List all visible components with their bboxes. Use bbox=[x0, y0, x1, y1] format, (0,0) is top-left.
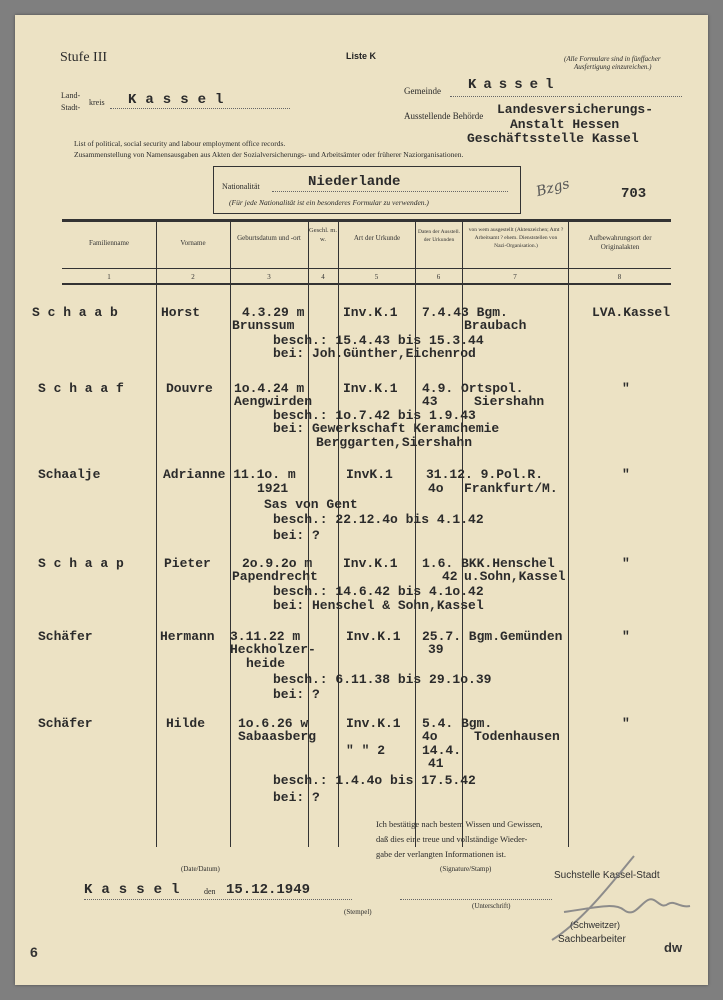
record-3-text: 1921 bbox=[257, 481, 289, 496]
column-number-1: 1 bbox=[107, 273, 111, 281]
record-5-text: 39 bbox=[428, 642, 444, 657]
nationality-note: (Für jede Nationalität ist ein besonderes Formular zu verwenden.) bbox=[229, 198, 429, 207]
column-divider-2 bbox=[230, 222, 231, 847]
certification-line-2: daß dies eine treue und vollständige Wieder- bbox=[376, 834, 528, 844]
column-number-6: 6 bbox=[436, 273, 441, 281]
column-header-vorname: Vorname bbox=[180, 239, 206, 247]
record-5-text: 3.11.22 m bbox=[230, 629, 301, 644]
table-header-rule bbox=[62, 268, 671, 269]
nationality-dotted-line bbox=[272, 191, 508, 192]
record-1-text: Inv.K.1 bbox=[343, 305, 398, 320]
record-6-text: Inv.K.1 bbox=[346, 716, 401, 731]
record-2-text: bei: Gewerkschaft Keramchemie bbox=[273, 421, 500, 436]
stadt-label: Stadt- bbox=[61, 103, 81, 112]
record-2-text: Inv.K.1 bbox=[343, 381, 398, 396]
record-1-text: 7.4.43 Bgm. bbox=[422, 305, 508, 320]
record-6-text: " " 2 bbox=[346, 743, 386, 758]
record-2-text: 43 bbox=[422, 394, 438, 409]
table-number-rule bbox=[62, 283, 671, 285]
description-english: List of political, social security and labour employment office records. bbox=[74, 139, 286, 148]
column-header-daten: Daten der Ausstell. der Urkunden bbox=[417, 229, 460, 243]
record-4-text: " bbox=[622, 556, 630, 571]
record-5-text: bei: ? bbox=[273, 687, 320, 702]
record-4-text: 2o.9.2o m bbox=[242, 556, 313, 571]
record-4-text: Inv.K.1 bbox=[343, 556, 398, 571]
column-header-art-der-urkunde: Art der Urkunde bbox=[353, 234, 401, 242]
record-1-text: Brunssum bbox=[232, 318, 295, 333]
table-top-rule bbox=[62, 219, 671, 222]
nationality-label: Nationalität bbox=[222, 182, 260, 191]
record-6-text: 5.4. Bgm. bbox=[422, 716, 493, 731]
record-1-text: S c h a a b bbox=[32, 305, 118, 320]
column-number-5: 5 bbox=[374, 273, 379, 281]
officer-name: (Schweitzer) bbox=[570, 920, 621, 930]
column-divider-4 bbox=[338, 222, 339, 847]
record-4-text: Pieter bbox=[164, 556, 211, 571]
officer-initials: dw bbox=[664, 940, 683, 955]
gemeinde-value: Kassel bbox=[468, 77, 561, 93]
record-1-text: bei: Joh.Günther,Eichenrod bbox=[273, 346, 476, 361]
record-5-text: Heckholzer- bbox=[230, 642, 316, 657]
record-6-text: 41 bbox=[428, 756, 444, 771]
record-4-text: S c h a a p bbox=[38, 556, 124, 571]
column-number-4: 4 bbox=[321, 273, 325, 281]
footer-date-dotted-line bbox=[84, 899, 352, 900]
record-6-text: 4o bbox=[422, 729, 438, 744]
record-6-text: Schäfer bbox=[38, 716, 93, 731]
officer-role: Sachbearbeiter bbox=[558, 934, 626, 945]
record-3-text: besch.: 22.12.4o bis 4.1.42 bbox=[273, 512, 484, 527]
record-6-text: Hilde bbox=[166, 716, 206, 731]
column-divider-5 bbox=[415, 222, 416, 847]
record-5-text: " bbox=[622, 629, 630, 644]
record-2-text: S c h a a f bbox=[38, 381, 124, 396]
kreis-dotted-line bbox=[110, 108, 290, 109]
record-3-text: Adrianne 11.1o. m bbox=[163, 467, 296, 482]
record-2-text: 1o.4.24 m bbox=[234, 381, 305, 396]
record-6-text: 14.4. bbox=[422, 743, 462, 758]
record-6-text: besch.: 1.4.4o bis 17.5.42 bbox=[273, 773, 476, 788]
record-4-text: Papendrecht bbox=[232, 569, 318, 584]
record-2-text: Douvre bbox=[166, 381, 213, 396]
signature-label: (Signature/Stamp) bbox=[440, 865, 492, 873]
column-number-3: 3 bbox=[267, 273, 271, 281]
record-6-text: " bbox=[622, 716, 630, 731]
record-1-text: LVA.Kassel bbox=[592, 305, 671, 320]
footer-signature-dotted-line bbox=[400, 899, 552, 900]
page-number: 6 bbox=[30, 944, 38, 960]
behoerde-line-3: Geschäftsstelle Kassel bbox=[467, 131, 639, 146]
footer-place: Kassel bbox=[84, 882, 189, 898]
record-3-text: Schaalje bbox=[38, 467, 101, 482]
record-3-text: 4o bbox=[428, 481, 444, 496]
record-2-text: Aengwirden bbox=[234, 394, 313, 409]
record-3-text: Sas von Gent bbox=[264, 497, 358, 512]
record-1-text: besch.: 15.4.43 bis 15.3.44 bbox=[273, 333, 484, 348]
record-1-text: Horst bbox=[161, 305, 201, 320]
record-4-text: 42 bbox=[442, 569, 458, 584]
record-4-text: u.Sohn,Kassel bbox=[464, 569, 566, 584]
column-header-familienname: Familienname bbox=[88, 239, 130, 247]
column-divider-7 bbox=[568, 222, 569, 847]
certification-line-3: gabe der verlangten Informationen ist. bbox=[376, 849, 507, 859]
column-header-aufbewahrungsort: Aufbewahrungsort der Originalakten bbox=[588, 234, 652, 251]
copy-note-1: (Alle Formulare sind in fünffacher bbox=[564, 55, 661, 63]
record-3-text: Frankfurt/M. bbox=[464, 481, 558, 496]
copy-note-2: Ausfertigung einzureichen.) bbox=[574, 63, 652, 71]
column-number-7: 7 bbox=[513, 273, 517, 281]
unterschrift-label: (Unterschrift) bbox=[472, 902, 511, 910]
record-6-text: Sabaasberg bbox=[238, 729, 317, 744]
record-3-text: " bbox=[622, 467, 630, 482]
column-number-8: 8 bbox=[617, 273, 622, 281]
record-2-text: Berggarten,Siershahn bbox=[316, 435, 473, 450]
record-3-text: bei: ? bbox=[273, 528, 320, 543]
record-5-text: Inv.K.1 bbox=[346, 629, 401, 644]
record-4-text: 1.6. BKK.Henschel bbox=[422, 556, 555, 571]
liste-label: Liste K bbox=[346, 51, 377, 61]
kreis-label: kreis bbox=[89, 98, 105, 107]
record-6-text: 1o.6.26 w bbox=[238, 716, 309, 731]
certification-line-1: Ich bestätige nach bestem Wissen und Gewissen, bbox=[376, 819, 543, 829]
gemeinde-dotted-line bbox=[450, 96, 682, 97]
column-divider-1 bbox=[156, 222, 157, 847]
stufe-label: Stufe III bbox=[60, 50, 108, 65]
behoerde-label: Ausstellende Behörde bbox=[404, 111, 484, 121]
record-6-text: bei: ? bbox=[273, 790, 320, 805]
office-stamp: Suchstelle Kassel-Stadt bbox=[554, 870, 660, 881]
column-header-ausgestellt: von wem ausgestellt (Aktenzeichen; Amt ? Arbeitsamt ? ehem. Dienststellen von Nazi-Organisation.) bbox=[468, 227, 564, 249]
footer-den-label: den bbox=[204, 887, 216, 896]
record-4-text: bei: Henschel & Sohn,Kassel bbox=[273, 598, 484, 613]
land-label: Land- bbox=[61, 91, 81, 100]
record-5-text: heide bbox=[246, 656, 286, 671]
record-3-text: 31.12. 9.Pol.R. bbox=[426, 467, 544, 482]
footer-date-value: 15.12.1949 bbox=[226, 882, 311, 898]
column-number-2: 2 bbox=[191, 273, 195, 281]
record-2-text: besch.: 1o.7.42 bis 1.9.43 bbox=[273, 408, 476, 423]
handwritten-mark: Bzgs bbox=[534, 175, 572, 201]
record-4-text: besch.: 14.6.42 bis 4.1o.42 bbox=[273, 584, 484, 599]
record-2-text: " bbox=[622, 381, 630, 396]
column-header-geschlecht: Geschl. m. w. bbox=[309, 227, 337, 243]
record-1-text: 4.3.29 m bbox=[242, 305, 305, 320]
record-5-text: Schäfer bbox=[38, 629, 93, 644]
record-5-text: besch.: 6.11.38 bis 29.1o.39 bbox=[273, 672, 492, 687]
record-5-text: Hermann bbox=[160, 629, 215, 644]
stempel-label: (Stempel) bbox=[344, 908, 372, 916]
document-number: 703 bbox=[621, 186, 647, 202]
nationality-value: Niederlande bbox=[308, 174, 401, 190]
description-german: Zusammenstellung von Namensausgaben aus Akten der Sozialversicherungs- und Arbeitsämter oder früherer Naziorganisationen. bbox=[74, 150, 464, 159]
column-header-geburtsdatum: Geburtsdatum und -ort bbox=[237, 234, 301, 242]
record-2-text: 4.9. Ortspol. bbox=[422, 381, 524, 396]
record-5-text: 25.7. Bgm.Gemünden bbox=[422, 629, 563, 644]
record-6-text: Todenhausen bbox=[474, 729, 560, 744]
record-2-text: Siershahn bbox=[474, 394, 545, 409]
gemeinde-label: Gemeinde bbox=[404, 86, 441, 96]
record-3-text: InvK.1 bbox=[346, 467, 393, 482]
behoerde-line-1: Landesversicherungs- bbox=[497, 102, 654, 117]
document-page bbox=[15, 15, 708, 985]
record-1-text: Braubach bbox=[464, 318, 527, 333]
behoerde-line-2: Anstalt Hessen bbox=[510, 117, 620, 132]
kreis-value: Kassel bbox=[128, 92, 233, 108]
date-label: (Date/Datum) bbox=[181, 865, 220, 873]
